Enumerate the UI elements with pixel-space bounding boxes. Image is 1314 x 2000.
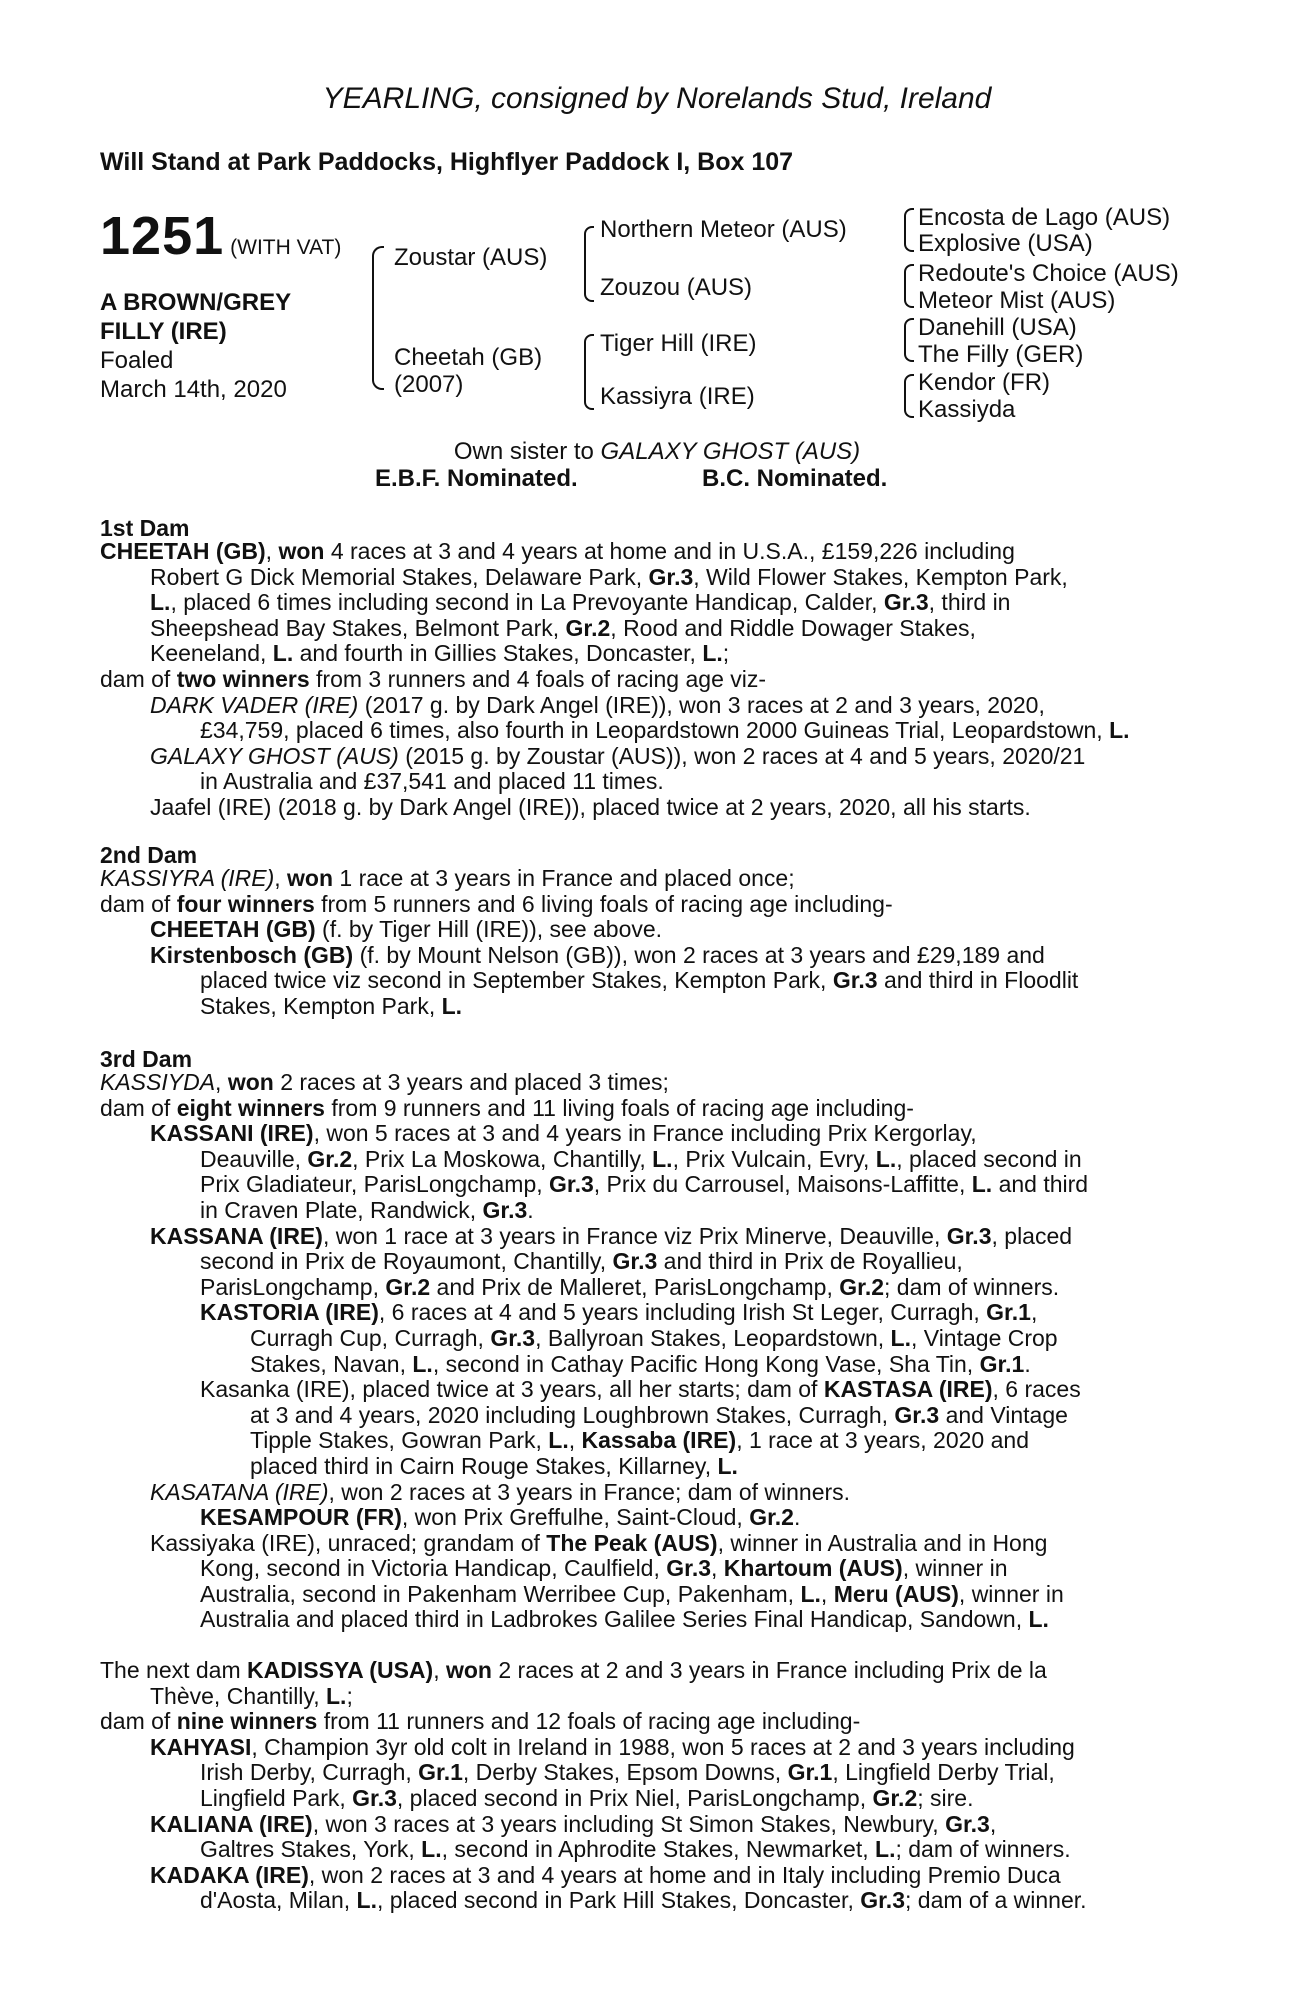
text-run: L. <box>272 640 294 667</box>
pedigree-dam-sire: Tiger Hill (IRE) <box>600 330 757 357</box>
text-run: ; sire. <box>917 1784 974 1811</box>
text-run: . <box>527 1196 534 1223</box>
text-run: Gr.3 <box>945 1810 990 1837</box>
own-sister-name: GALAXY GHOST (AUS) <box>600 438 861 465</box>
text-run: Gr.2 <box>565 614 611 641</box>
own-sister-prefix: Own sister to <box>453 438 601 465</box>
text-run: Gr.3 <box>612 1248 658 1275</box>
horse-description <box>100 288 291 404</box>
third-dam-line <box>150 1480 1200 1506</box>
text-run: , Lingfield Derby Trial, <box>832 1759 1055 1786</box>
third-dam-line <box>200 1377 1200 1403</box>
next-dam-text <box>100 1658 1200 1914</box>
stand-location: Will Stand at Park Paddocks, Highflyer Paddock I, Box 107 <box>100 148 794 176</box>
text-run: dam of <box>100 1708 177 1735</box>
text-run: Gr.3 <box>860 1887 905 1914</box>
text-run: L. <box>325 1682 347 1709</box>
text-run: Kassiyaka (IRE), unraced; grandam of <box>150 1529 547 1556</box>
text-run: Gr.1 <box>787 1759 833 1786</box>
text-run: Australia, second in Pakenham Werribee Cup, Pakenham, <box>200 1580 801 1607</box>
text-run: , won 5 races at 3 and 4 years in France including Prix Kergorlay, <box>313 1120 977 1147</box>
text-run: Gr.1 <box>979 1350 1025 1377</box>
third-dam-line <box>250 1352 1200 1378</box>
text-run: , winner in Australia and in Hong <box>717 1529 1048 1556</box>
text-run: , <box>265 538 279 564</box>
pedigree-brace-main <box>372 246 384 390</box>
first-dam-line <box>200 769 1200 795</box>
text-run: and fourth in Gillies Stakes, Doncaster, <box>293 640 703 667</box>
text-run: 2 races at 2 and 3 years in France including Prix de la <box>491 1657 1047 1683</box>
text-run: Gr.2 <box>385 1273 431 1300</box>
text-run: ParisLongchamp, <box>200 1273 386 1300</box>
third-dam-line <box>250 1454 1200 1480</box>
text-run: CHEETAH (GB) <box>150 916 316 943</box>
pedigree-sire-dam: Zouzou (AUS) <box>600 274 753 301</box>
consignment-title: YEARLING, consigned by Norelands Stud, Ireland <box>322 82 992 115</box>
text-run: Gr.3 <box>883 589 929 616</box>
pedigree-dam-year: (2007) <box>394 371 464 398</box>
text-run: Robert G Dick Memorial Stakes, Delaware Park, <box>150 563 649 590</box>
text-run: and third <box>992 1171 1089 1198</box>
text-run: , <box>433 1657 446 1683</box>
text-run: Gr.3 <box>549 1171 594 1198</box>
text-run: £34,759, placed 6 times, also fourth in Leopardstown 2000 Guineas Trial, Leopardstown, <box>200 717 1110 744</box>
third-dam-line <box>200 1172 1200 1198</box>
text-run: , <box>1030 1299 1038 1326</box>
ebf-nominated: E.B.F. Nominated. <box>375 465 578 492</box>
text-run: Kirstenbosch (GB) <box>150 941 354 968</box>
text-run: Gr.2 <box>839 1273 885 1300</box>
text-run: Gr.3 <box>894 1401 940 1428</box>
text-run: Irish Derby, Curragh, <box>200 1759 419 1786</box>
second-dam-line <box>200 994 1200 1020</box>
text-run: L. <box>800 1580 821 1607</box>
text-run: The Peak (AUS) <box>546 1529 718 1556</box>
text-run: L. <box>890 1324 911 1351</box>
pedigree-sire: Zoustar (AUS) <box>394 244 548 271</box>
text-run: Khartoum (AUS) <box>723 1555 903 1582</box>
pedigree-gg2: Explosive (USA) <box>918 230 1093 257</box>
text-run: , <box>989 1810 997 1837</box>
text-run: , <box>274 865 288 891</box>
text-run: L. <box>717 1452 738 1479</box>
text-run: , third in <box>928 589 1011 616</box>
text-run: Kasanka (IRE), placed twice at 3 years, all her starts; dam of <box>200 1376 824 1403</box>
text-run: L. <box>548 1427 569 1454</box>
first-dam-line <box>150 590 1200 616</box>
third-dam-line <box>250 1326 1200 1352</box>
text-run: placed third in Cairn Rouge Stakes, Killarney, <box>250 1452 718 1479</box>
text-run: and third in Prix de Royallieu, <box>657 1248 963 1275</box>
third-dam-line <box>150 1531 1200 1557</box>
text-run: L. <box>150 589 171 616</box>
pedigree-brace-g1 <box>904 208 914 252</box>
text-run: won <box>287 865 334 891</box>
text-run: , Vintage Crop <box>910 1324 1058 1351</box>
text-run: ; dam of winners. <box>884 1273 1060 1300</box>
text-run: , 1 race at 3 years, 2020 and <box>736 1427 1029 1454</box>
vat-note: (WITH VAT) <box>230 236 342 259</box>
text-run: Gr.3 <box>832 967 878 994</box>
text-run: Gr.3 <box>352 1784 397 1811</box>
text-run: 4 races at 3 and 4 years at home and in U.S.A., £159,226 including <box>324 538 1015 564</box>
third-dam-line <box>200 1198 1200 1224</box>
own-sister-note <box>0 438 1314 466</box>
text-run: , winner in <box>958 1580 1064 1607</box>
horse-desc-line2: FILLY (IRE) <box>100 318 227 345</box>
text-run: L. <box>875 1836 896 1863</box>
text-run: , 6 races <box>992 1376 1081 1403</box>
next-dam-line <box>200 1837 1200 1863</box>
text-run: KADISSYA (USA) <box>247 1657 434 1683</box>
text-run: L. <box>421 1836 442 1863</box>
pedigree-gg1: Encosta de Lago (AUS) <box>918 204 1171 231</box>
text-run: Gr.2 <box>872 1784 918 1811</box>
second-dam-line <box>150 943 1200 969</box>
text-run: and Prix de Malleret, ParisLongchamp, <box>430 1273 840 1300</box>
text-run: , Derby Stakes, Epsom Downs, <box>462 1759 788 1786</box>
text-run: KASSANA (IRE) <box>150 1222 323 1249</box>
text-run: KASSIYDA <box>100 1069 216 1095</box>
second-dam-line <box>150 917 1200 943</box>
next-dam-line <box>200 1786 1200 1812</box>
third-dam-line <box>200 1607 1200 1633</box>
text-run: and third in Floodlit <box>877 967 1079 994</box>
third-dam-line <box>200 1147 1200 1173</box>
text-run: dam of <box>100 665 177 692</box>
text-run: L. <box>875 1145 897 1172</box>
second-dam-line <box>100 866 1200 892</box>
pedigree-dam: Cheetah (GB) <box>394 344 543 371</box>
text-run: from 3 runners and 4 foals of racing age viz- <box>309 665 767 692</box>
text-run: , <box>820 1580 834 1607</box>
text-run: ; <box>346 1682 353 1709</box>
text-run: (f. by Mount Nelson (GB)), won 2 races at 3 years and £29,189 and <box>353 941 1045 968</box>
text-run: , placed second in Prix Niel, ParisLongchamp, <box>396 1784 873 1811</box>
text-run: , <box>711 1555 724 1582</box>
first-dam-heading: 1st Dam <box>100 515 190 541</box>
pedigree-gg4: Meteor Mist (AUS) <box>918 287 1116 314</box>
pedigree-sire-sire: Northern Meteor (AUS) <box>600 216 847 243</box>
text-run: Keeneland, <box>150 640 273 667</box>
next-dam-line <box>150 1684 1200 1710</box>
text-run: Gr.3 <box>482 1196 528 1223</box>
third-dam-line <box>200 1556 1200 1582</box>
text-run: , placed 6 times including second in La Prevoyante Handicap, Calder, <box>170 589 884 616</box>
text-run: , won 1 race at 3 years in France viz Prix Minerve, Deauville, <box>322 1222 947 1249</box>
text-run: Kassaba (IRE) <box>581 1427 737 1454</box>
text-run: KALIANA (IRE) <box>150 1810 313 1837</box>
text-run: Gr.2 <box>307 1145 353 1172</box>
third-dam-text <box>100 1070 1200 1633</box>
third-dam-line <box>250 1403 1200 1429</box>
text-run: (2017 g. by Dark Angel (IRE)), won 3 races at 2 and 3 years, 2020, <box>358 691 1045 718</box>
first-dam-line <box>100 667 1200 693</box>
third-dam-line <box>150 1121 1200 1147</box>
text-run: d'Aosta, Milan, <box>200 1887 357 1914</box>
foaled-label: Foaled <box>100 347 174 374</box>
text-run: and Vintage <box>939 1401 1068 1428</box>
first-dam-line <box>150 616 1200 642</box>
text-run: Prix Gladiateur, ParisLongchamp, <box>200 1171 550 1198</box>
text-run: KASSIYRA (IRE) <box>100 865 275 891</box>
text-run: Deauville, <box>200 1145 308 1172</box>
text-run: Gr.3 <box>490 1324 536 1351</box>
text-run: ; dam of a winner. <box>905 1887 1087 1914</box>
text-run: in Australia and £37,541 and placed 11 times. <box>200 768 664 795</box>
text-run: , <box>568 1427 582 1454</box>
text-run: Gr.3 <box>666 1555 712 1582</box>
text-run: four winners <box>176 890 315 917</box>
text-run: second in Prix de Royaumont, Chantilly, <box>200 1248 613 1275</box>
first-dam-line <box>150 795 1200 821</box>
text-run: Gr.3 <box>648 563 694 590</box>
text-run: from 9 runners and 11 living foals of racing age including- <box>324 1094 914 1121</box>
pedigree-gg3: Redoute's Choice (AUS) <box>918 260 1179 287</box>
text-run: 1 race at 3 years in France and placed once; <box>333 865 795 891</box>
text-run: Gr.1 <box>986 1299 1031 1326</box>
text-run: ; <box>722 640 730 667</box>
text-run: Kong, second in Victoria Handicap, Caulfield, <box>200 1555 667 1582</box>
second-dam-text <box>100 866 1200 1020</box>
lot-number-block <box>100 205 341 267</box>
text-run: placed twice viz second in September Stakes, Kempton Park, <box>200 967 833 994</box>
first-dam-line <box>150 641 1200 667</box>
text-run: , winner in <box>902 1555 1008 1582</box>
text-run: at 3 and 4 years, 2020 including Loughbrown Stakes, Curragh, <box>250 1401 895 1428</box>
text-run: GALAXY GHOST (AUS) <box>150 742 399 769</box>
third-dam-line <box>100 1070 1200 1096</box>
text-run: , Rood and Riddle Dowager Stakes, <box>610 614 976 641</box>
text-run: L. <box>441 992 463 1019</box>
text-run: L. <box>702 640 723 667</box>
text-run: KAHYASI <box>150 1733 252 1760</box>
third-dam-line <box>250 1428 1200 1454</box>
text-run: Gr.2 <box>749 1504 794 1531</box>
text-run: , won 3 races at 3 years including St Simon Stakes, Newbury, <box>312 1810 946 1837</box>
text-run: , placed second in <box>896 1145 1082 1172</box>
text-run: from 5 runners and 6 living foals of racing age including- <box>314 890 893 917</box>
text-run: , 6 races at 4 and 5 years including Irish St Leger, Curragh, <box>378 1299 987 1326</box>
text-run: KASATANA (IRE) <box>150 1478 329 1505</box>
text-run: Stakes, Navan, <box>250 1350 413 1377</box>
text-run: , second in Aphrodite Stakes, Newmarket, <box>441 1836 876 1863</box>
pedigree-gg5: Danehill (USA) <box>918 314 1077 341</box>
text-run: Meru (AUS) <box>833 1580 959 1607</box>
pedigree-brace-dam <box>584 334 594 410</box>
text-run: , won 2 races at 3 and 4 years at home and in Italy including Premio Duca <box>308 1861 1061 1888</box>
third-dam-line <box>200 1582 1200 1608</box>
next-dam-line <box>100 1658 1200 1684</box>
first-dam-line <box>150 693 1200 719</box>
third-dam-line <box>100 1096 1200 1122</box>
next-dam-line <box>200 1760 1200 1786</box>
text-run: , Wild Flower Stakes, Kempton Park, <box>693 563 1068 590</box>
text-run: KASTORIA (IRE) <box>200 1299 379 1326</box>
third-dam-line <box>150 1224 1200 1250</box>
third-dam-line <box>200 1275 1200 1301</box>
pedigree-gg7: Kendor (FR) <box>918 369 1051 396</box>
next-dam-line <box>150 1812 1200 1838</box>
third-dam-line <box>200 1249 1200 1275</box>
second-dam-heading: 2nd Dam <box>100 842 198 868</box>
text-run: Gr.1 <box>418 1759 463 1786</box>
pedigree-brace-g2 <box>904 264 914 308</box>
text-run: L. <box>1028 1606 1049 1633</box>
third-dam-heading: 3rd Dam <box>100 1046 193 1072</box>
text-run: , placed second in Park Hill Stakes, Doncaster, <box>376 1887 861 1914</box>
text-run: L. <box>412 1350 433 1377</box>
second-dam-line <box>200 968 1200 994</box>
text-run: , placed <box>991 1222 1073 1249</box>
first-dam-line <box>100 539 1200 565</box>
text-run: L. <box>652 1145 673 1172</box>
first-dam-line <box>150 744 1200 770</box>
text-run: , Prix La Moskowa, Chantilly, <box>352 1145 653 1172</box>
text-run: in Craven Plate, Randwick, <box>200 1196 483 1223</box>
text-run: dam of <box>100 1094 177 1121</box>
text-run: The next dam <box>100 1657 248 1683</box>
text-run: L. <box>356 1887 377 1914</box>
text-run: (2015 g. by Zoustar (AUS)), won 2 races at 4 and 5 years, 2020/21 <box>398 742 1086 769</box>
text-run: , Champion 3yr old colt in Ireland in 1988, won 5 races at 2 and 3 years including <box>251 1733 1075 1760</box>
text-run: , won Prix Greffulhe, Saint-Cloud, <box>401 1504 750 1531</box>
text-run: L. <box>1109 717 1130 744</box>
text-run: dam of <box>100 890 177 917</box>
lot-number: 1251 <box>100 206 225 266</box>
text-run: Gr.3 <box>946 1222 992 1249</box>
text-run: KADAKA (IRE) <box>150 1861 309 1888</box>
text-run: Sheepshead Bay Stakes, Belmont Park, <box>150 614 566 641</box>
text-run: Tipple Stakes, Gowran Park, <box>250 1427 549 1454</box>
text-run: Jaafel (IRE) (2018 g. by Dark Angel (IRE)), placed twice at 2 years, 2020, all his starts. <box>150 793 1031 820</box>
text-run: from 11 runners and 12 foals of racing age including- <box>317 1708 861 1735</box>
foaled-date: March 14th, 2020 <box>100 376 287 403</box>
pedigree-gg8: Kassiyda <box>918 396 1016 423</box>
next-dam-line <box>150 1863 1200 1889</box>
text-run: , Ballyroan Stakes, Leopardstown, <box>535 1324 891 1351</box>
text-run: ; dam of winners. <box>895 1836 1071 1863</box>
third-dam-line <box>200 1505 1200 1531</box>
text-run: won <box>227 1069 274 1095</box>
text-run: KASTASA (IRE) <box>823 1376 993 1403</box>
text-run: Lingfield Park, <box>200 1784 353 1811</box>
pedigree-gg6: The Filly (GER) <box>918 341 1084 368</box>
text-run: KASSANI (IRE) <box>150 1120 314 1147</box>
text-run: won <box>445 1657 492 1683</box>
first-dam-line <box>150 565 1200 591</box>
next-dam-line <box>150 1735 1200 1761</box>
second-dam-line <box>100 892 1200 918</box>
pedigree-brace-sire <box>584 226 594 302</box>
text-run: , second in Cathay Pacific Hong Kong Vase, Sha Tin, <box>432 1350 980 1377</box>
text-run: KESAMPOUR (FR) <box>200 1504 402 1531</box>
third-dam-line <box>200 1300 1200 1326</box>
bc-nominated: B.C. Nominated. <box>702 465 888 492</box>
text-run: Australia and placed third in Ladbrokes Galilee Series Final Handicap, Sandown, <box>200 1606 1029 1633</box>
next-dam-line <box>200 1888 1200 1914</box>
text-run: nine winners <box>176 1708 318 1735</box>
horse-desc-line1: A BROWN/GREY <box>100 289 292 316</box>
text-run: , <box>215 1069 228 1095</box>
text-run: CHEETAH (GB) <box>100 538 266 564</box>
next-dam-line <box>100 1709 1200 1735</box>
text-run: won <box>278 538 325 564</box>
text-run: (f. by Tiger Hill (IRE)), see above. <box>315 916 663 943</box>
text-run: two winners <box>176 665 310 692</box>
text-run: Galtres Stakes, York, <box>200 1836 422 1863</box>
text-run: Stakes, Kempton Park, <box>200 992 442 1019</box>
text-run: , Prix Vulcain, Evry, <box>672 1145 876 1172</box>
text-run: DARK VADER (IRE) <box>150 691 359 718</box>
text-run: . <box>1024 1350 1031 1377</box>
pedigree-brace-g4 <box>904 374 914 418</box>
first-dam-line <box>200 718 1200 744</box>
text-run: Thève, Chantilly, <box>150 1682 326 1709</box>
text-run: , won 2 races at 3 years in France; dam of winners. <box>328 1478 851 1505</box>
text-run: 2 races at 3 years and placed 3 times; <box>273 1069 669 1095</box>
text-run: Curragh Cup, Curragh, <box>250 1324 491 1351</box>
pedigree-dam-dam: Kassiyra (IRE) <box>600 383 755 410</box>
pedigree-brace-g3 <box>904 318 914 362</box>
text-run: . <box>793 1504 801 1531</box>
text-run: L. <box>971 1171 993 1198</box>
text-run: , Prix du Carrousel, Maisons-Laffitte, <box>593 1171 972 1198</box>
first-dam-text <box>100 539 1200 821</box>
text-run: eight winners <box>176 1094 325 1121</box>
